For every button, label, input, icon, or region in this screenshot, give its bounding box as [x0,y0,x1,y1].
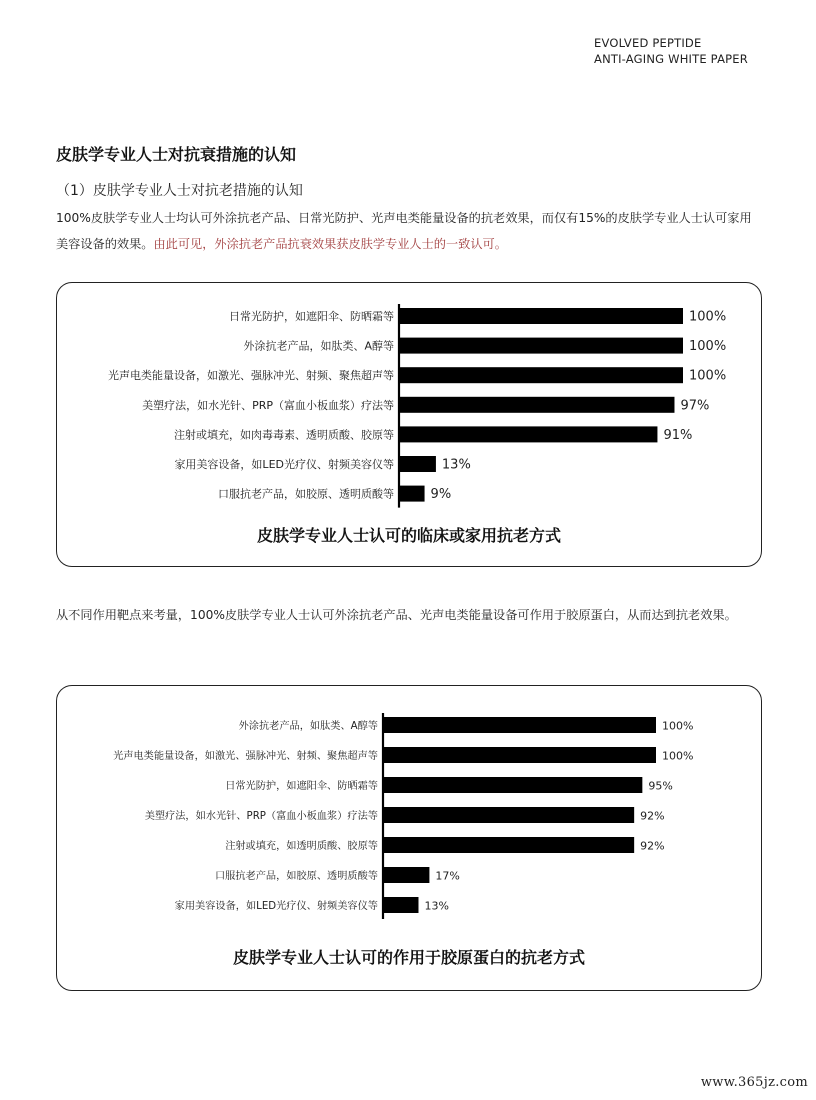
chart-1-value-label: 100% [689,309,727,325]
chart-2-category-label: 光声电类能量设备，如激光、强脉冲光、射频、聚焦超声等 [113,751,378,762]
paragraph-1-highlight: 由此可见，外涂抗老产品抗衰效果获皮肤学专业人士的一致认可。 [153,237,507,251]
chart-1-value-label: 9% [430,487,452,503]
chart-2-category-label: 美塑疗法，如水光针、PRP（富血小板血浆）疗法等 [144,811,378,822]
chart-1-value-label: 91% [663,427,693,443]
section-title: 皮肤学专业人士对抗衰措施的认知 [56,145,297,164]
paragraph-1-text: 100%皮肤学专业人士均认可外涂抗老产品、日常光防护、光声电类能量设备的抗老效果，而仅有15%的皮肤学专业人士认可家用美容设备的效果。 [56,211,752,251]
chart-1-category-label: 外涂抗老产品，如肽类、A醇等 [243,339,394,353]
chart-2-value-label: 17% [435,869,460,883]
chart-panel-1 [56,282,762,567]
chart-1-bar [399,426,657,442]
chart-2-category-label: 外涂抗老产品，如肽类、A醇等 [238,721,378,732]
chart-1-category-label: 光声电类能量设备，如激光、强脉冲光、射频、聚焦超声等 [108,369,394,383]
header-line-1: EVOLVED PEPTIDE [594,36,702,50]
chart-2-category-label: 家用美容设备，如LED光疗仪、射频美容仪等 [174,901,378,912]
chart-2-value-label: 100% [662,749,694,763]
chart-2-bar [383,897,418,913]
chart-2-value-label: 100% [662,719,694,733]
chart-2-value-label: 92% [640,809,665,823]
chart-2-value-label: 13% [424,899,449,913]
chart-2-bar [383,867,429,883]
chart-1-bar [399,397,674,413]
chart-2-bar [383,807,634,823]
chart-1-bar [399,367,683,383]
chart-1-bar [399,486,425,502]
chart-1-bar [399,456,436,472]
chart-panel-2 [56,685,762,991]
chart-1-bar [399,338,683,354]
chart-2-bar [383,747,656,763]
chart-1-value-label: 97% [680,398,710,414]
chart-2-category-label: 口服抗老产品，如胶原、透明质酸等 [215,871,378,882]
chart-2-value-label: 92% [640,839,665,853]
subsection-title: （1）皮肤学专业人士对抗老措施的认知 [56,183,303,199]
chart-1-category-label: 日常光防护，如遮阳伞、防晒霜等 [229,310,394,323]
chart-1-value-label: 100% [689,339,727,355]
chart-1-category-label: 口服抗老产品，如胶原、透明质酸等 [218,487,394,501]
document-header [594,35,748,67]
paragraph-2: 从不同作用靶点来考量，100%皮肤学专业人士认可外涂抗老产品、光声电类能量设备可作用于胶原蛋白，从而达到抗老效果。 [56,608,737,622]
chart-2-bar [383,777,642,793]
chart-2-title: 皮肤学专业人士认可的作用于胶原蛋白的抗老方式 [232,948,585,967]
site-watermark: www.365jz.com [700,1075,808,1090]
chart-2-value-label: 95% [648,779,673,793]
chart-1-category-label: 注射或填充，如肉毒毒素、透明质酸、胶原等 [174,428,394,442]
chart-2-bar [383,837,634,853]
chart-1-category-label: 美塑疗法，如水光针、PRP（富血小板血浆）疗法等 [142,398,394,412]
chart-1-value-label: 100% [689,368,727,384]
chart-1-bar [399,308,683,324]
chart-1-value-label: 13% [441,457,471,473]
chart-1-category-label: 家用美容设备，如LED光疗仪、射频美容仪等 [174,458,394,471]
chart-2-category-label: 日常光防护，如遮阳伞、防晒霜等 [225,781,378,792]
chart-2-bar [383,717,656,733]
paragraph-1 [56,205,762,257]
chart-1-title: 皮肤学专业人士认可的临床或家用抗老方式 [256,526,561,545]
header-line-2: ANTI-AGING WHITE PAPER [594,52,748,66]
chart-2-category-label: 注射或填充，如透明质酸、胶原等 [225,841,378,852]
